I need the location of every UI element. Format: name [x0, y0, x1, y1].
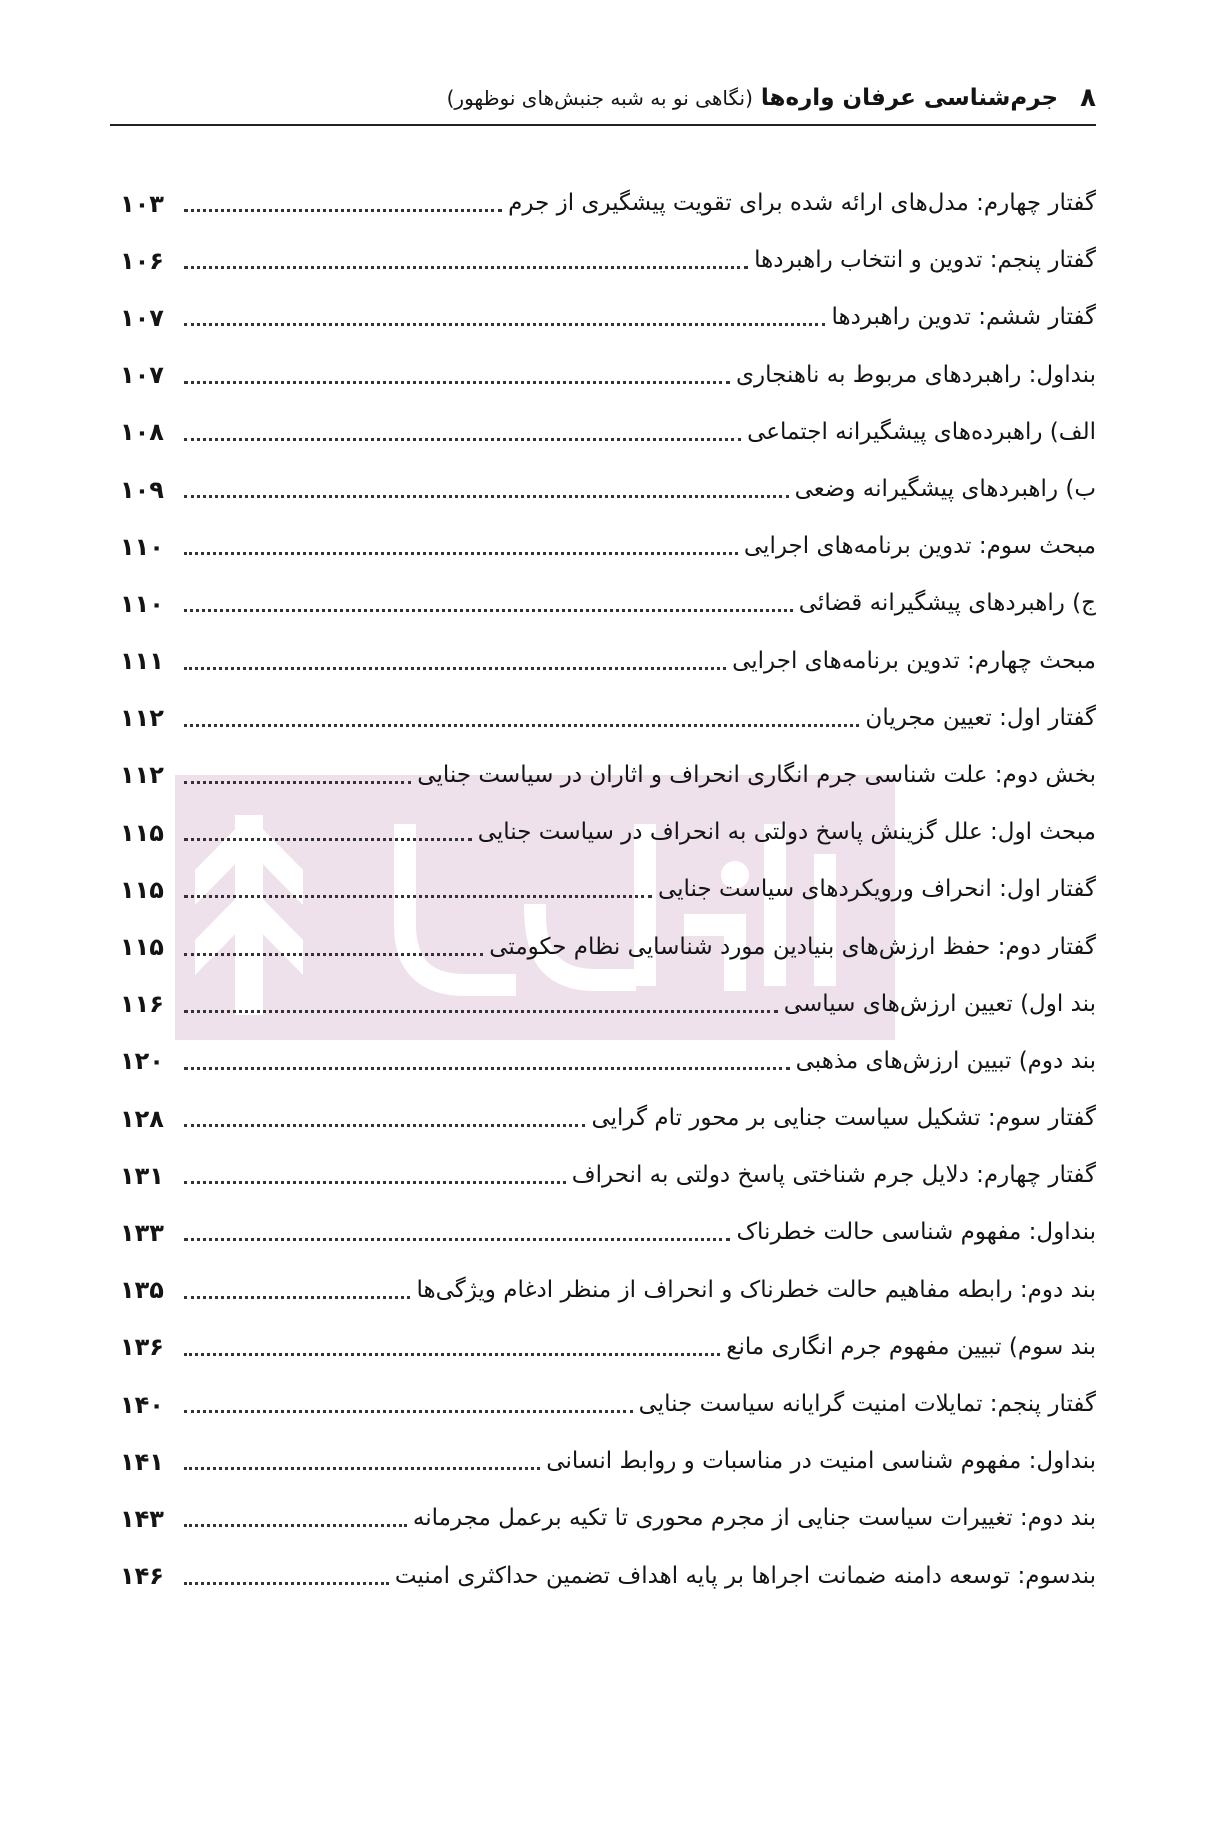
toc-dot-leader: [184, 375, 730, 384]
toc-entry: [120, 347, 1096, 404]
toc-entry: [120, 461, 1096, 518]
toc-entry: [120, 804, 1096, 861]
toc-entry: [120, 289, 1096, 346]
toc-entry-title: بند دوم: تغییرات سیاست جنایی از مجرم محوری تا تکیه برعمل مجرمانه: [412, 1505, 1096, 1532]
toc-entry: [120, 861, 1096, 918]
toc-dot-leader: [184, 1290, 410, 1299]
toc-entry: [120, 1548, 1096, 1605]
toc-entry-title: ج) راهبردهای پیشگیرانه قضائی: [798, 590, 1096, 617]
toc-dot-leader: [184, 1347, 720, 1356]
toc-dot-leader: [184, 546, 738, 555]
toc-dot-leader: [184, 947, 483, 956]
toc-entry: [120, 1490, 1096, 1547]
toc-dot-leader: [184, 603, 793, 612]
toc-dot-leader: [184, 432, 741, 441]
toc-entry-page: ۱۳۵: [120, 1276, 164, 1305]
toc-dot-leader: [184, 203, 502, 212]
toc-entry: [120, 1433, 1096, 1490]
toc-entry-page: ۱۱۱: [120, 647, 164, 676]
toc-entry-title: مبحث سوم: تدوین برنامه‌های اجرایی: [743, 533, 1096, 560]
toc-entry-page: ۱۰۷: [120, 303, 164, 332]
toc-entry-page: ۱۴۱: [120, 1447, 164, 1476]
toc-entry-page: ۱۴۶: [120, 1562, 164, 1591]
toc-entry-title: بنداول: مفهوم شناسی امنیت در مناسبات و روابط انسانی: [546, 1448, 1096, 1475]
toc-entry: [120, 1262, 1096, 1319]
toc-entry-title: گفتار اول: انحراف ورویکردهای سیاست جنایی: [657, 876, 1096, 903]
toc-entry-title: بند سوم) تبیین مفهوم جرم انگاری مانع: [726, 1333, 1096, 1360]
toc-entry: [120, 633, 1096, 690]
toc-dot-leader: [184, 1118, 585, 1127]
toc-entry-page: ۱۱۵: [120, 875, 164, 904]
toc-dot-leader: [184, 1232, 730, 1241]
book-title: [447, 85, 1059, 111]
toc-entry-page: ۱۱۰: [120, 589, 164, 618]
toc-dot-leader: [184, 889, 652, 898]
toc-entry-title: مبحث اول: علل گزینش پاسخ دولتی به انحراف در سیاست جنایی: [477, 819, 1096, 846]
toc-entry-page: ۱۰۳: [120, 189, 164, 218]
toc-dot-leader: [184, 260, 748, 269]
toc-entry-page: ۱۰۶: [120, 246, 164, 275]
toc-entry-title: بنداول: راهبردهای مربوط به ناهنجاری: [736, 361, 1096, 388]
toc-entry-page: ۱۳۳: [120, 1218, 164, 1247]
toc-entry: [120, 918, 1096, 975]
toc-dot-leader: [184, 1175, 566, 1184]
book-subtitle: (نگاهی نو به شبه جنبش‌های نوظهور): [446, 86, 753, 110]
toc-entry: [120, 747, 1096, 804]
toc-entry-title: بند اول) تعیین ارزش‌های سیاسی: [783, 990, 1096, 1017]
toc-entry-page: ۱۱۲: [120, 761, 164, 790]
toc-dot-leader: [184, 1518, 407, 1527]
toc-entry: [120, 1204, 1096, 1261]
toc-entry: [120, 232, 1096, 289]
running-header: [110, 72, 1096, 126]
toc-entry-title: الف) راهبرده‌های پیشگیرانه اجتماعی: [747, 418, 1096, 445]
toc-entry: [120, 404, 1096, 461]
toc-entry: [120, 575, 1096, 632]
toc-entry-title: گفتار ششم: تدوین راهبردها: [831, 304, 1096, 331]
toc-entry: [120, 690, 1096, 747]
toc-entry-page: ۱۰۹: [120, 475, 164, 504]
toc-entry-page: ۱۰۸: [120, 418, 164, 447]
toc-dot-leader: [184, 775, 411, 784]
toc-entry: [120, 518, 1096, 575]
toc-entry-title: بخش دوم: علت شناسی جرم انگاری انحراف و اثاران در سیاست جنایی: [417, 761, 1096, 788]
book-title-main: جرم‌شناسی عرفان واره‌ها: [760, 85, 1059, 111]
toc-entry-title: گفتار پنجم: تدوین و انتخاب راهبردها: [754, 247, 1096, 274]
toc-dot-leader: [184, 718, 859, 727]
page-number: ۸: [1080, 83, 1096, 113]
toc-entry-title: گفتار چهارم: مدل‌های ارائه شده برای تقویت پیشگیری از جرم: [508, 190, 1096, 217]
toc-entry-title: گفتار چهارم: دلایل جرم شناختی پاسخ دولتی به انحراف: [571, 1162, 1096, 1189]
toc-entry-page: ۱۱۶: [120, 990, 164, 1019]
toc-entry-title: بنداول: مفهوم شناسی حالت خطرناک: [736, 1219, 1096, 1246]
toc-entry-page: ۱۳۶: [120, 1333, 164, 1362]
toc-entry-page: ۱۴۰: [120, 1390, 164, 1419]
toc-entry: [120, 1033, 1096, 1090]
toc-entry-page: ۱۲۰: [120, 1047, 164, 1076]
toc-entry-title: گفتار پنجم: تمایلات امنیت گرایانه سیاست جنایی: [638, 1391, 1096, 1418]
toc-entry-page: ۱۰۷: [120, 361, 164, 390]
toc-entry-title: گفتار سوم: تشکیل سیاست جنایی بر محور تام گرایی: [591, 1105, 1096, 1132]
toc-dot-leader: [184, 1576, 389, 1585]
toc-entry-page: ۱۳۱: [120, 1161, 164, 1190]
toc-dot-leader: [184, 1004, 778, 1013]
toc-dot-leader: [184, 317, 825, 326]
toc-entry: [120, 976, 1096, 1033]
toc-entry-title: بندسوم: توسعه دامنه ضمانت اجراها بر پایه اهداف تضمین حداکثری امنیت: [394, 1562, 1096, 1589]
toc-entry: [120, 1090, 1096, 1147]
toc-entry: [120, 1319, 1096, 1376]
toc-entry-page: ۱۱۲: [120, 704, 164, 733]
toc-entry-page: ۱۲۸: [120, 1104, 164, 1133]
table-of-contents: [120, 175, 1096, 1605]
toc-dot-leader: [184, 1404, 633, 1413]
toc-dot-leader: [184, 489, 789, 498]
toc-entry: [120, 175, 1096, 232]
toc-entry-title: بند دوم) تبیین ارزش‌های مذهبی: [795, 1047, 1096, 1074]
toc-entry: [120, 1376, 1096, 1433]
toc-entry: [120, 1147, 1096, 1204]
toc-entry-page: ۱۱۵: [120, 933, 164, 962]
toc-entry-page: ۱۱۵: [120, 818, 164, 847]
toc-dot-leader: [184, 661, 726, 670]
toc-entry-page: ۱۴۳: [120, 1504, 164, 1533]
toc-dot-leader: [184, 832, 472, 841]
toc-entry-title: بند دوم: رابطه مفاهیم حالت خطرناک و انحراف از منظر ادغام ویژگی‌ها: [416, 1276, 1096, 1303]
toc-entry-page: ۱۱۰: [120, 532, 164, 561]
toc-dot-leader: [184, 1061, 790, 1070]
toc-dot-leader: [184, 1461, 540, 1470]
toc-entry-title: ب) راهبردهای پیشگیرانه وضعی: [794, 476, 1096, 503]
toc-entry-title: گفتار دوم: حفظ ارزش‌های بنیادین مورد شناسایی نظام حکومتی: [489, 933, 1096, 960]
toc-entry-title: گفتار اول: تعیین مجریان: [865, 704, 1096, 731]
toc-entry-title: مبحث چهارم: تدوین برنامه‌های اجرایی: [732, 647, 1096, 674]
